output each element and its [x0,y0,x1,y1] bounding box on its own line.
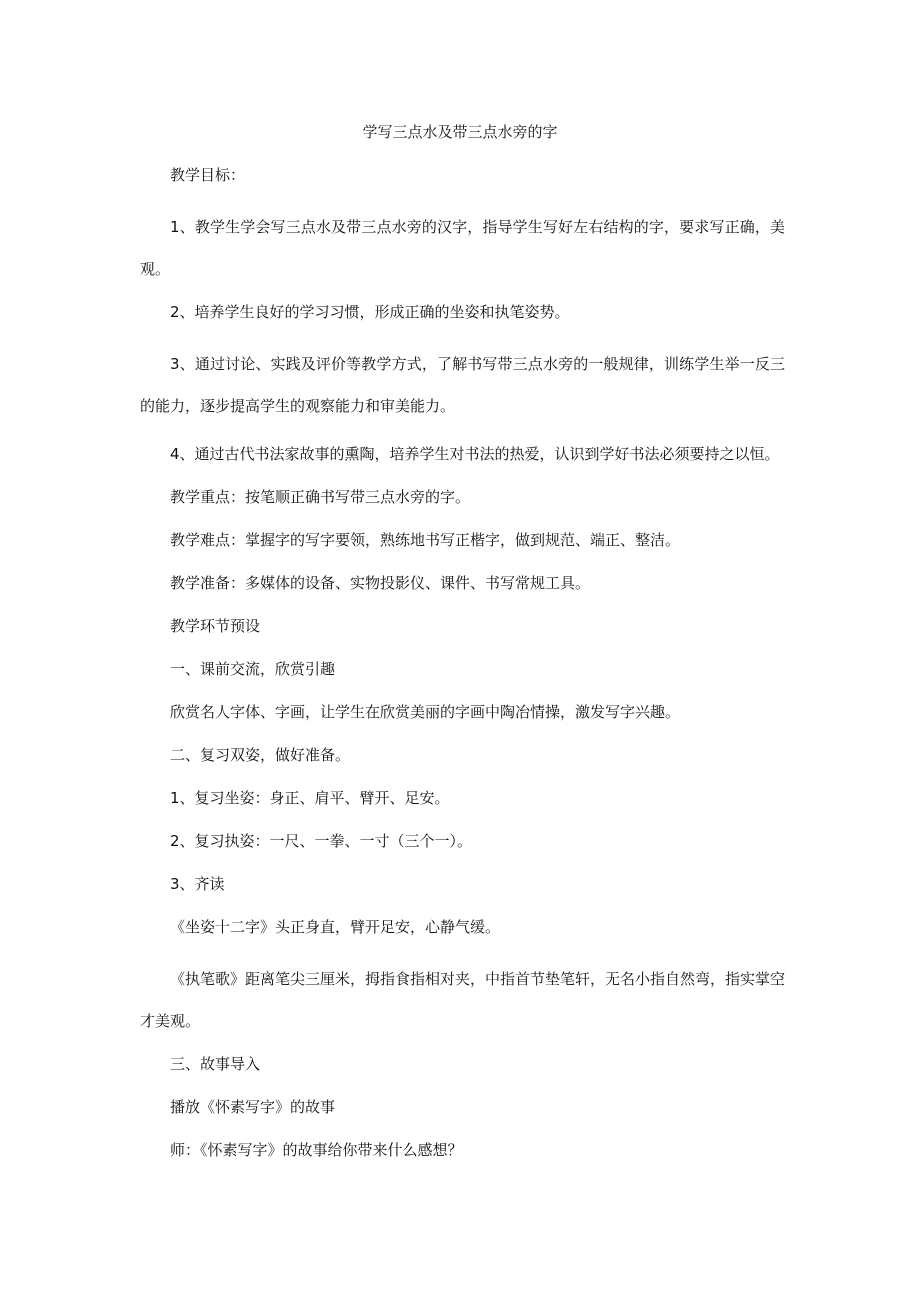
paragraph-preparation: 教学准备：多媒体的设备、实物投影仪、课件、书写常规工具。 [170,574,591,592]
paragraph-read-aloud: 3、齐读 [170,875,225,893]
paragraph-objective-4: 4、通过古代书法家故事的熏陶，培养学生对书法的热爱，认识到学好书法必须要持之以恒。 [170,445,780,463]
paragraph-section-2: 二、复习双姿，做好准备。 [170,746,351,764]
paragraph-appreciate: 欣赏名人字体、字画，让学生在欣赏美丽的字画中陶冶情操，激发写字兴趣。 [170,703,681,721]
paragraph-section-1: 一、课前交流，欣赏引趣 [170,660,336,678]
paragraph-play-story: 播放《怀素写字》的故事 [170,1098,336,1116]
paragraph-section-3: 三、故事导入 [170,1055,261,1073]
paragraph-key-point: 教学重点：按笔顺正确书写带三点水旁的字。 [170,488,471,506]
document-title: 学写三点水及带三点水旁的字 [362,123,558,141]
paragraph-objectives-heading: 教学目标： [170,166,246,184]
paragraph-objective-1: 1、教学生学会写三点水及带三点水旁的汉字，指导学生写好左右结构的字，要求写正确，美观。 [140,218,785,278]
paragraph-pen-posture: 2、复习执姿：一尺、一拳、一寸（三个一）。 [170,832,473,850]
paragraph-difficult-point: 教学难点：掌握字的写字要领，熟练地书写正楷字，做到规范、端正、整洁。 [170,531,681,549]
paragraph-objective-3: 3、通过讨论、实践及评价等教学方式，了解书写带三点水旁的一般规律，训练学生举一反三的能力，逐步提高学生的观察能力和审美能力。 [140,355,785,415]
paragraph-sitting-posture: 1、复习坐姿：身正、肩平、臂开、足安。 [170,789,450,807]
document-body [140,163,785,1181]
paragraph-pen-song: 《执笔歌》距离笔尖三厘米，拇指食指相对夹，中指首节垫笔轩，无名小指自然弯，指实掌空才美观。 [140,970,786,1030]
paragraph-sitting-rhyme: 《坐姿十二字》头正身直，臂开足安，心静气缓。 [170,918,501,936]
paragraph-objective-2: 2、培养学生良好的学习习惯，形成正确的坐姿和执笔姿势。 [170,303,570,321]
paragraph-teacher-question: 师：《怀素写字》的故事给你带来什么感想？ [170,1141,463,1159]
paragraph-teaching-steps: 教学环节预设 [170,617,261,635]
